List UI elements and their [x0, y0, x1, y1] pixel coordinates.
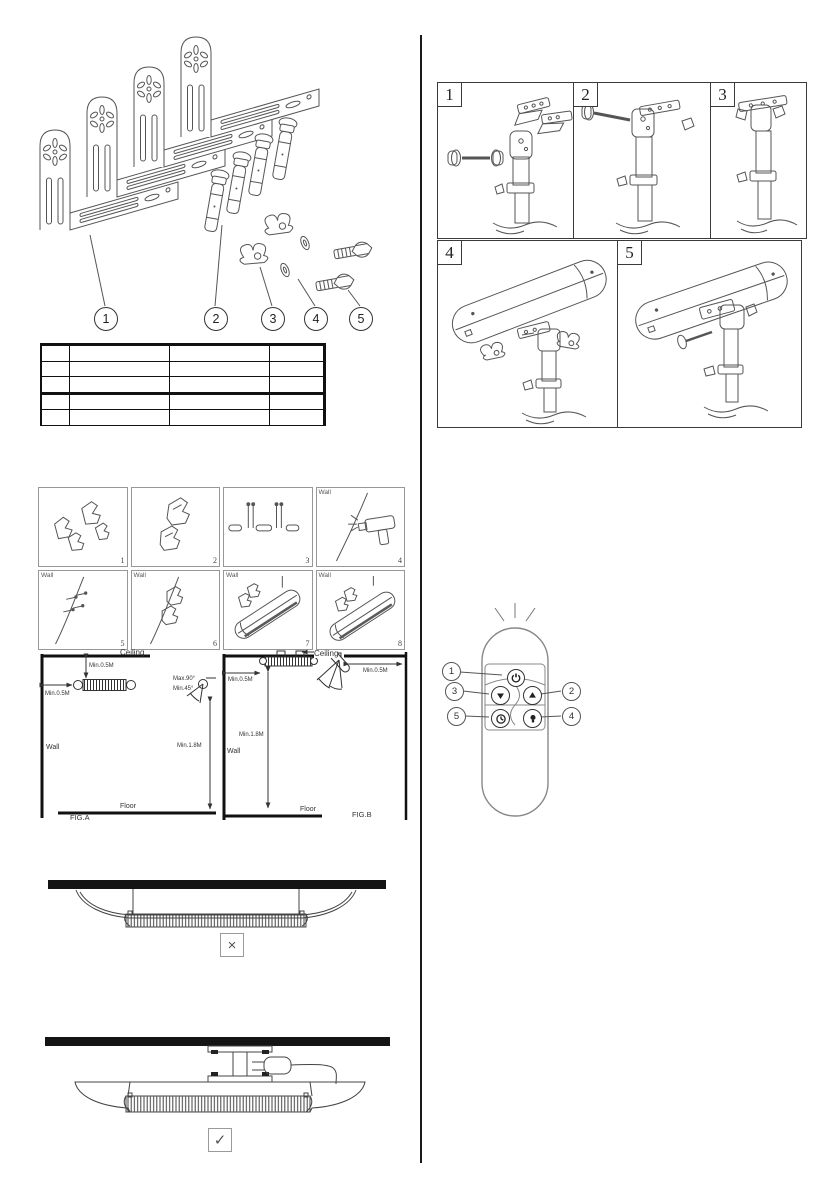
- anchor-spacing-sketch: [224, 488, 312, 566]
- fig-a-illustration: [38, 648, 220, 825]
- heater-body: [75, 1082, 365, 1112]
- callout-number: 4: [568, 711, 575, 722]
- step-4-sketch: [438, 241, 618, 427]
- timer-button: [491, 709, 510, 728]
- min-wall-left: Min.0.5M: [228, 677, 253, 683]
- figure-label: FIG.A: [70, 813, 90, 822]
- parts-illustration: [30, 35, 415, 335]
- step-number-box: [437, 82, 462, 107]
- hex-bolts: [315, 241, 373, 294]
- parts-exploded-diagram: [30, 35, 415, 335]
- assembly-step-4: [437, 240, 619, 428]
- wall-label: Wall: [227, 748, 241, 755]
- anchors-in-wall-sketch: [39, 571, 127, 649]
- min-height-label: Min.1.8M: [177, 743, 202, 749]
- heater-body: [76, 889, 356, 927]
- min-ceiling-distance: Min.0.5M: [89, 663, 114, 669]
- callout-number: 1: [448, 666, 455, 677]
- install-panel-4: [316, 487, 406, 567]
- figure-label: FIG.B: [352, 810, 372, 819]
- scattered-brackets-sketch: [39, 488, 127, 566]
- timer-icon: [495, 713, 507, 725]
- remote-control-diagram: [438, 593, 638, 833]
- min-wall-distance: Min.0.5M: [45, 691, 70, 697]
- step-number: 2: [581, 84, 590, 104]
- part-number: 4: [312, 312, 320, 326]
- install-panel-1: [38, 487, 128, 567]
- install-panel-2: [131, 487, 221, 567]
- column-divider: [420, 35, 422, 1163]
- wrong-mount-illustration: [40, 868, 390, 960]
- wall-label: Wall: [318, 489, 331, 496]
- callout-number: 2: [568, 686, 575, 697]
- wall-label: Wall: [41, 572, 54, 579]
- step-number: 4: [445, 242, 454, 262]
- power-plug-and-cord: [252, 1057, 336, 1084]
- min-angle-label: Min.45°: [173, 686, 194, 692]
- part-callout-5: [349, 307, 373, 331]
- panel-number: 3: [305, 556, 310, 565]
- bracket-stack: [40, 37, 319, 230]
- correct-ceiling-mount-diagram: [40, 1030, 390, 1158]
- spacer-bracket: [208, 1046, 272, 1082]
- step-number-box: [573, 82, 598, 107]
- callout-number: 3: [451, 686, 458, 697]
- heater-side-view: [74, 680, 136, 691]
- part-callout-3: [261, 307, 285, 331]
- install-panel-5: [38, 570, 128, 650]
- install-panel-7: [223, 570, 313, 650]
- heater-mounted-sketch: [317, 571, 405, 649]
- wrong-mark-box: [220, 933, 244, 957]
- remote-callout-3: [445, 682, 464, 701]
- install-panel-8: [316, 570, 406, 650]
- temp-down-button: [491, 686, 510, 705]
- step-number: 1: [445, 84, 454, 104]
- ceiling-label: Ceiling: [120, 648, 145, 657]
- part-callout-4: [304, 307, 328, 331]
- panel-number: 8: [398, 639, 402, 648]
- panel-number: 6: [213, 639, 217, 648]
- wall-label: Wall: [226, 572, 239, 579]
- part-number: 5: [357, 312, 365, 326]
- step-number-box: [437, 240, 462, 265]
- drilling-wall-sketch: [317, 488, 405, 566]
- light-icon: [527, 713, 539, 725]
- ceiling-label: Ceiling: [314, 649, 339, 658]
- remote-callout-5: [447, 707, 466, 726]
- check-mark-icon: ✓: [213, 1132, 227, 1149]
- leader-lines: [90, 225, 360, 306]
- min-wall-right: Min.0.5M: [363, 668, 388, 674]
- part-callout-2: [204, 307, 228, 331]
- floor-label: Floor: [300, 806, 316, 813]
- washers: [279, 235, 311, 278]
- part-number: 2: [212, 312, 220, 326]
- part-number: 1: [102, 312, 110, 326]
- wall-install-steps-grid: [38, 487, 405, 650]
- assembly-step-2: [573, 82, 712, 239]
- max-angle-label: Max.90°: [173, 676, 196, 682]
- panel-number: 1: [120, 556, 125, 565]
- wall-label: Wall: [46, 744, 60, 751]
- light-button: [523, 709, 542, 728]
- step-5-sketch: [618, 241, 801, 427]
- assembly-step-5: [617, 240, 802, 428]
- assembly-step-3: [710, 82, 807, 239]
- install-panel-3: [223, 487, 313, 567]
- panel-number: 5: [120, 639, 125, 648]
- heater-hanging: [260, 651, 318, 666]
- step-number: 3: [718, 84, 727, 104]
- remote-callout-1: [442, 662, 461, 681]
- callout-number: 5: [453, 711, 460, 722]
- part-callout-1: [94, 307, 118, 331]
- step-number-box: [710, 82, 735, 107]
- part-number: 3: [269, 312, 277, 326]
- wall-label: Wall: [133, 572, 146, 579]
- temp-up-button: [523, 686, 542, 705]
- up-arrow-icon: [527, 690, 538, 701]
- install-panel-6: [131, 570, 221, 650]
- step-number: 5: [625, 242, 634, 262]
- parts-table: [40, 343, 326, 426]
- remote-callout-2: [562, 682, 581, 701]
- wall-label: Wall: [318, 572, 331, 579]
- fig-b-ceiling-mount-diagram: [222, 648, 408, 825]
- panel-number: 4: [398, 556, 402, 565]
- min-height-label: Min.1.8M: [239, 732, 264, 738]
- floor-label: Floor: [120, 803, 136, 810]
- signal-lines-icon: [495, 603, 535, 621]
- check-mark-box: [208, 1128, 232, 1152]
- ceiling-slab: [45, 1037, 390, 1046]
- remote-callout-4: [562, 707, 581, 726]
- fig-a-wall-mount-diagram: [38, 648, 220, 825]
- power-icon: [510, 672, 522, 684]
- assembled-brackets-sketch: [132, 488, 220, 566]
- down-arrow-icon: [495, 690, 506, 701]
- ceiling-slab: [48, 880, 386, 889]
- brackets-on-wall-sketch: [132, 571, 220, 649]
- wing-nuts: [239, 212, 294, 264]
- heater-mounting-sketch: [224, 571, 312, 649]
- panel-number: 7: [305, 639, 310, 648]
- x-mark-icon: ×: [227, 936, 237, 954]
- wrong-ceiling-mount-diagram: [40, 868, 390, 960]
- power-button: [507, 669, 525, 687]
- assembly-step-1: [437, 82, 575, 239]
- step-number-box: [617, 240, 642, 265]
- panel-number: 2: [213, 556, 217, 565]
